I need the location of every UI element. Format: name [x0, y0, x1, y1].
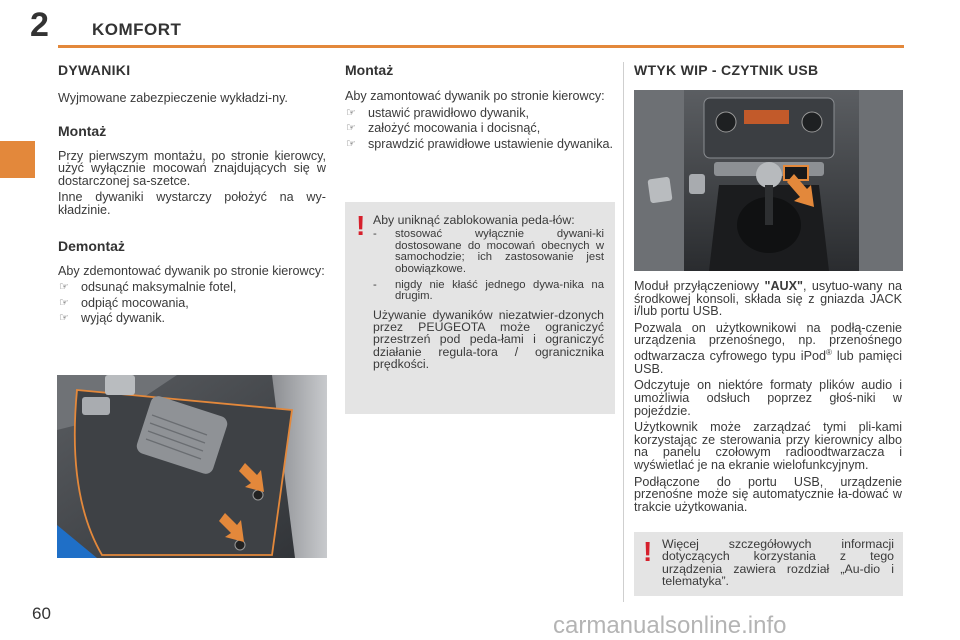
mounting-steps-heading: Montaż [345, 62, 394, 78]
hand-pointer-icon: ☞ [346, 137, 356, 150]
list-item: - nigdy nie kłaść jednego dywa-nika na drugim. [373, 278, 604, 303]
aux-usb-text [634, 280, 902, 513]
warning-outro: Używanie dywaników niezatwier-dzonych przez PEUGEOTA może ograniczyć przestrzeń pod peda-łami i ograniczyć działanie regula-tora / ogranicznika prędkości. [373, 307, 604, 372]
warning-exclamation-icon: ! [356, 210, 366, 241]
mounting-heading: Montaż [58, 122, 107, 139]
note-exclamation-icon: ! [643, 536, 653, 567]
aux-label: "AUX" [764, 279, 804, 293]
aux-paragraph-5: Podłączone do portu USB, urządzenie przenośne może się automatycznie ła-dować w trakcie użytkowania. [634, 474, 902, 514]
column-mounting [345, 62, 615, 153]
warning-intro: Aby uniknąć zablokowania peda-łów: [373, 213, 575, 227]
column-aux-usb [634, 62, 902, 78]
hand-pointer-icon: ☞ [59, 296, 69, 309]
list-item: - stosować wyłącznie dywani-ki dostosowane do mocowań obecnych w samochodzie; ich zastosowanie jest obowiązkowe. [373, 228, 604, 276]
aux-paragraph-1: Moduł przyłączeniowy "AUX", usytuo-wany na środkowej konsoli, składa się z gniazda JACK i/lub portu USB. [634, 279, 902, 319]
chapter-side-tab [0, 141, 35, 178]
audio-note-box [634, 532, 903, 596]
dismounting-steps [58, 281, 326, 325]
audio-note-text: Więcej szczegółowych informacji dotyczących korzystania z tego urządzenia zawiera rozdział „Au-dio i telematyka”. [662, 537, 894, 588]
floor-mat-photo [57, 375, 327, 558]
center-console-illustration [634, 90, 903, 271]
watermark: carmanualsonline.info [553, 612, 787, 639]
mounting-paragraph-1: Przy pierwszym montażu, po stronie kierowcy, użyć wyłącznie mocowań znajdujących się w dostarczonej sa-szetce. [58, 148, 326, 188]
dismounting-intro: Aby zdemontować dywanik po stronie kierowcy: [58, 263, 325, 278]
floor-mats-intro: Wyjmowane zabezpieczenie wykładzi-ny. [58, 91, 288, 105]
chapter-title: KOMFORT [92, 20, 182, 39]
floor-mat-illustration [57, 375, 327, 558]
list-item: ☞ sprawdzić prawidłowe ustawienie dywanika. [346, 136, 613, 151]
hand-pointer-icon: ☞ [346, 106, 356, 119]
hand-pointer-icon: ☞ [59, 312, 69, 325]
hand-pointer-icon: ☞ [346, 122, 356, 135]
column-divider [623, 62, 624, 602]
mounting-steps [345, 107, 615, 151]
warning-list [373, 229, 604, 303]
page-number: 60 [32, 604, 51, 623]
pedal-warning-box [345, 202, 615, 414]
list-item: ☞ odpiąć mocowania, [59, 295, 189, 310]
list-item: ☞ odsunąć maksymalnie fotel, [59, 280, 237, 295]
chapter-number: 2 [30, 6, 49, 44]
aux-paragraph-2: Pozwala on użytkownikowi na podłą-czenie urządzenia przenośnego, np. przenośnego odtwarzacza cyfrowego typu iPod® lub pamięci USB. [634, 320, 903, 376]
list-item: ☞ wyjąć dywanik. [59, 311, 165, 326]
header-rule [58, 45, 904, 48]
aux-paragraph-4: Użytkownik może zarządzać tymi pli-kami korzystając ze sterowania przy kierownicy albo na panelu czołowym radioodtwarzacza i wyświetlać je na ekranie wielofunkcyjnym. [634, 420, 902, 472]
mounting-steps-intro: Aby zamontować dywanik po stronie kierowcy: [345, 89, 605, 103]
center-console-photo [634, 90, 903, 271]
section-title-floor-mats: DYWANIKI [58, 62, 131, 78]
aux-paragraph-3: Odczytuje on niektóre formaty plików audio i umożliwia odsłuch poprzez głoś-niki w pojeździe. [634, 378, 902, 418]
list-item: ☞ ustawić prawidłowo dywanik, [346, 105, 529, 120]
dismounting-heading: Demontaż [58, 237, 125, 254]
hand-pointer-icon: ☞ [59, 281, 69, 294]
section-title-aux-usb: WTYK WIP - CZYTNIK USB [634, 62, 819, 78]
list-item: ☞ założyć mocowania i docisnąć, [346, 121, 541, 136]
mounting-paragraph-2: Inne dywaniki wystarczy położyć na wy-kładzinie. [58, 190, 326, 217]
column-floor-mats [58, 62, 326, 328]
